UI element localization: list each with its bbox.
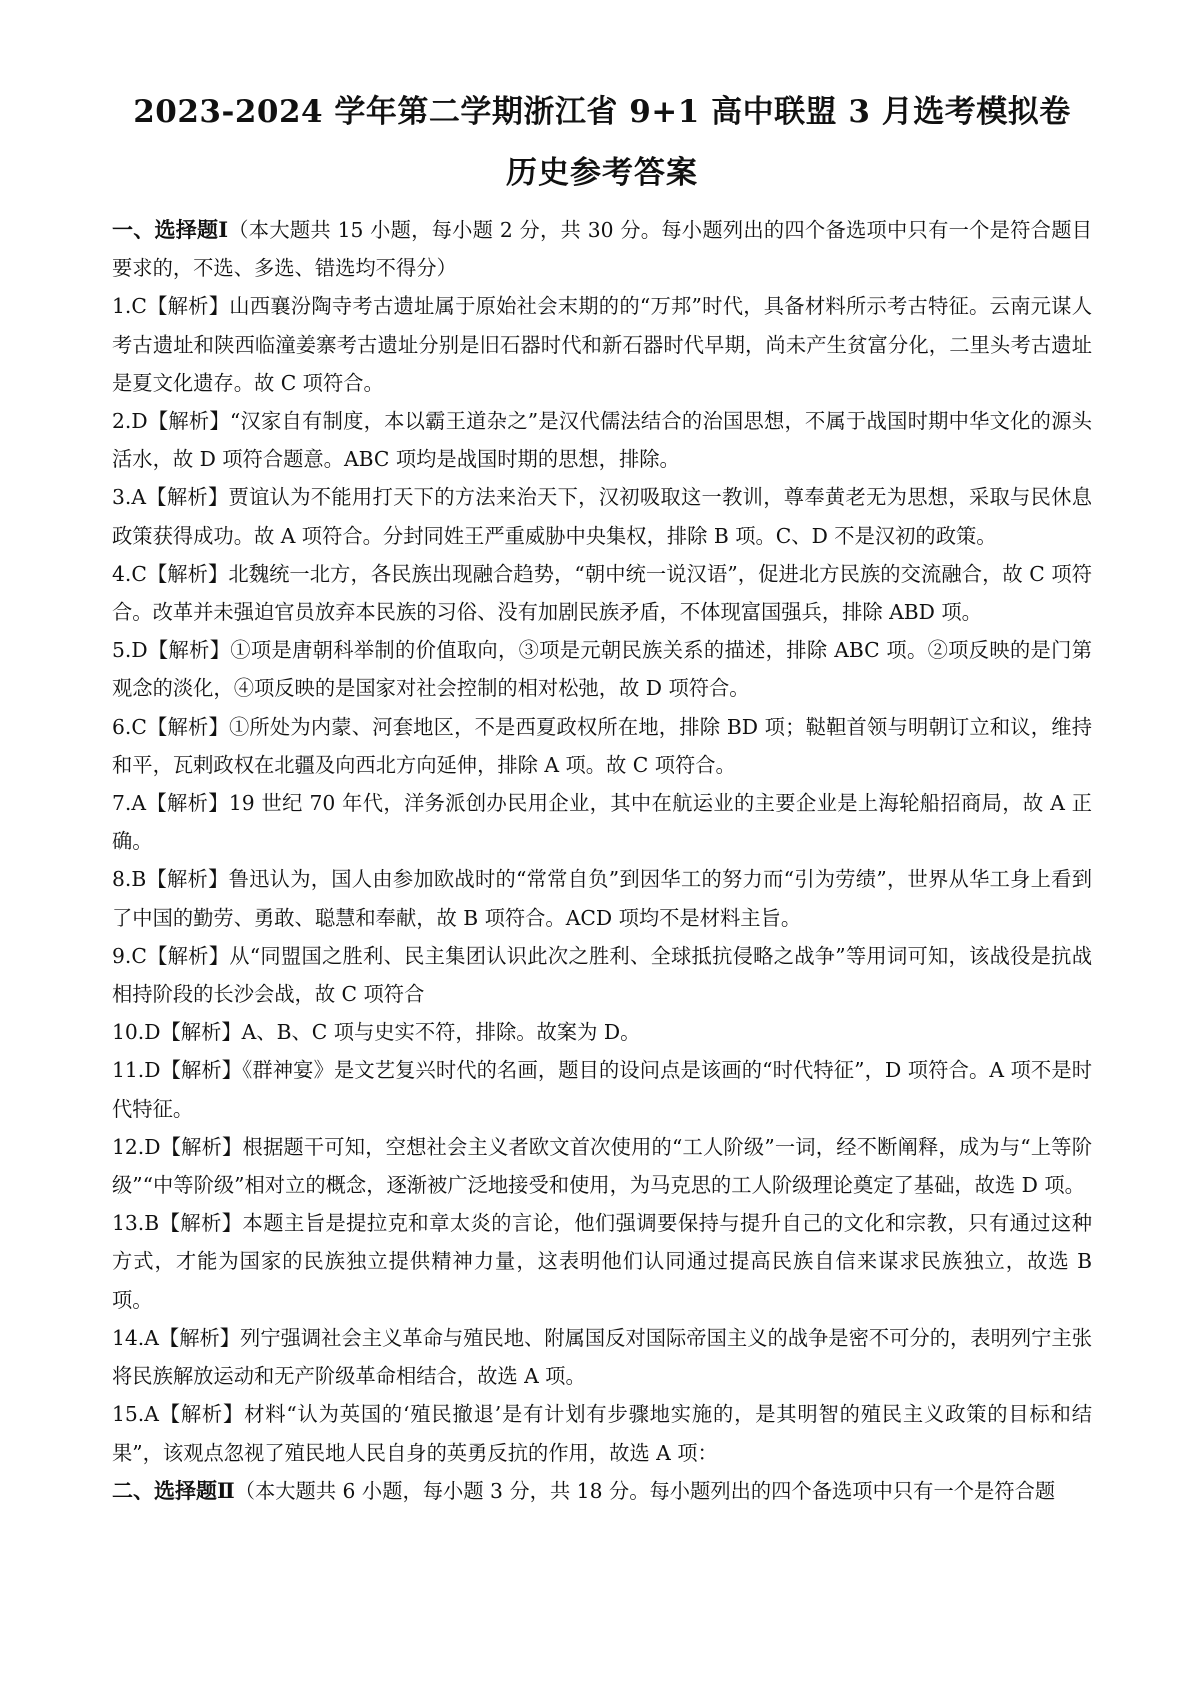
answer-item-4: 4.C【解析】北魏统一北方，各民族出现融合趋势，“朝中统一说汉语”，促进北方民族的交流融合，故 C 项符合。改革并未强迫官员放弃本民族的习俗、没有加剧民族矛盾，不体现富国强兵，排除 ABD 项。 bbox=[112, 561, 1092, 625]
section-2-heading: 二、选择题Ⅱ bbox=[112, 1477, 235, 1503]
document-subtitle: 历史参考答案 bbox=[506, 155, 698, 191]
section-1-heading: 一、选择题Ⅰ bbox=[112, 217, 229, 242]
section-2-intro bbox=[112, 1472, 1092, 1510]
answer-item-1: 1.C【解析】山西襄汾陶寺考古遗址属于原始社会末期的的“万邦”时代，具备材料所示考古特征。云南元谋人考古遗址和陕西临潼姜寨考古遗址分别是旧石器时代和新石器时代早期，尚未产生贫富分化，二里头考古遗址是夏文化遗存。故 C 项符合。 bbox=[112, 294, 1092, 395]
answer-item-5: 5.D【解析】①项是唐朝科举制的价值取向，③项是元朝民族关系的描述，排除 ABC 项。②项反映的是门第观念的淡化，④项反映的是国家对社会控制的相对松弛，故 D 项符合。 bbox=[112, 638, 1092, 701]
answer-item-6: 6.C【解析】①所处为内蒙、河套地区，不是西夏政权所在地，排除 BD 项；鞑靼首领与明朝订立和议，维持和平，瓦剌政权在北疆及向西北方向延伸，排除 A 项。故 C 项符合。 bbox=[112, 714, 1092, 777]
section-2-note: （本大题共 6 小题，每小题 3 分，共 18 分。每小题列出的四个备选项中只有一个是符合题 bbox=[234, 1478, 1056, 1503]
answer-item-3: 3.A【解析】贾谊认为不能用打天下的方法来治天下，汉初吸取这一教训，尊奉黄老无为思想，采取与民休息政策获得成功。故 A 项符合。分封同姓王严重威胁中央集权，排除 B 项。C、D 不是汉初的政策。 bbox=[112, 485, 1092, 548]
answer-item-14: 14.A【解析】列宁强调社会主义革命与殖民地、附属国反对国际帝国主义的战争是密不可分的，表明列宁主张将民族解放运动和无产阶级革命相结合，故选 A 项。 bbox=[112, 1325, 1092, 1389]
document-title: 2023-2024 学年第二学期浙江省 9+1 高中联盟 3 月选考模拟卷 bbox=[133, 94, 1071, 130]
answer-item-11: 11.D【解析】《群神宴》是文艺复兴时代的名画，题目的设问点是该画的“时代特征”，D 项符合。A 项不是时代特征。 bbox=[112, 1058, 1092, 1121]
answer-item-8: 8.B【解析】鲁迅认为，国人由参加欧战时的“常常自负”到因华工的努力而“引为劳绩”，世界从华工身上看到了中国的勤劳、勇敢、聪慧和奉献，故 B 项符合。ACD 项均不是材料主旨。 bbox=[112, 867, 1092, 930]
answer-item-10: 10.D【解析】A、B、C 项与史实不符，排除。故案为 D。 bbox=[112, 1020, 641, 1045]
section-1-intro bbox=[112, 211, 1092, 287]
answer-item-15: 15.A【解析】材料“认为英国的‘殖民撤退’是有计划有步骤地实施的，是其明智的殖民主义政策的目标和结果”，该观点忽视了殖民地人民自身的英勇反抗的作用，故选 A 项： bbox=[112, 1402, 1092, 1465]
answer-item-13: 13.B【解析】本题主旨是提拉克和章太炎的言论，他们强调要保持与提升自己的文化和宗教，只有通过这种方式，才能为国家的民族独立提供精神力量，这表明他们认同通过提高民族自信来谋求民族独立，故选 B 项。 bbox=[112, 1211, 1092, 1312]
answer-item-2: 2.D【解析】“汉家自有制度，本以霸王道杂之”是汉代儒法结合的治国思想，不属于战国时期中华文化的源头活水，故 D 项符合题意。ABC 项均是战国时期的思想，排除。 bbox=[112, 409, 1092, 472]
answer-item-9: 9.C【解析】从“同盟国之胜利、民主集团认识此次之胜利、全球抵抗侵略之战争”等用词可知，该战役是抗战相持阶段的长沙会战，故 C 项符合 bbox=[112, 943, 1092, 1007]
answer-item-7: 7.A【解析】19 世纪 70 年代，洋务派创办民用企业，其中在航运业的主要企业是上海轮船招商局，故 A 正确。 bbox=[112, 791, 1092, 854]
answer-item-12: 12.D【解析】根据题干可知，空想社会主义者欧文首次使用的“工人阶级”一词，经不断阐释，成为与“上等阶级”“中等阶级”相对立的概念，逐渐被广泛地接受和使用，为马克思的工人阶级理论奠定了基础，故选 D 项。 bbox=[112, 1134, 1092, 1198]
section-1-note: （本大题共 15 小题，每小题 2 分，共 30 分。每小题列出的四个备选项中只有一个是符合题目要求的，不选、多选、错选均不得分） bbox=[112, 218, 1093, 281]
